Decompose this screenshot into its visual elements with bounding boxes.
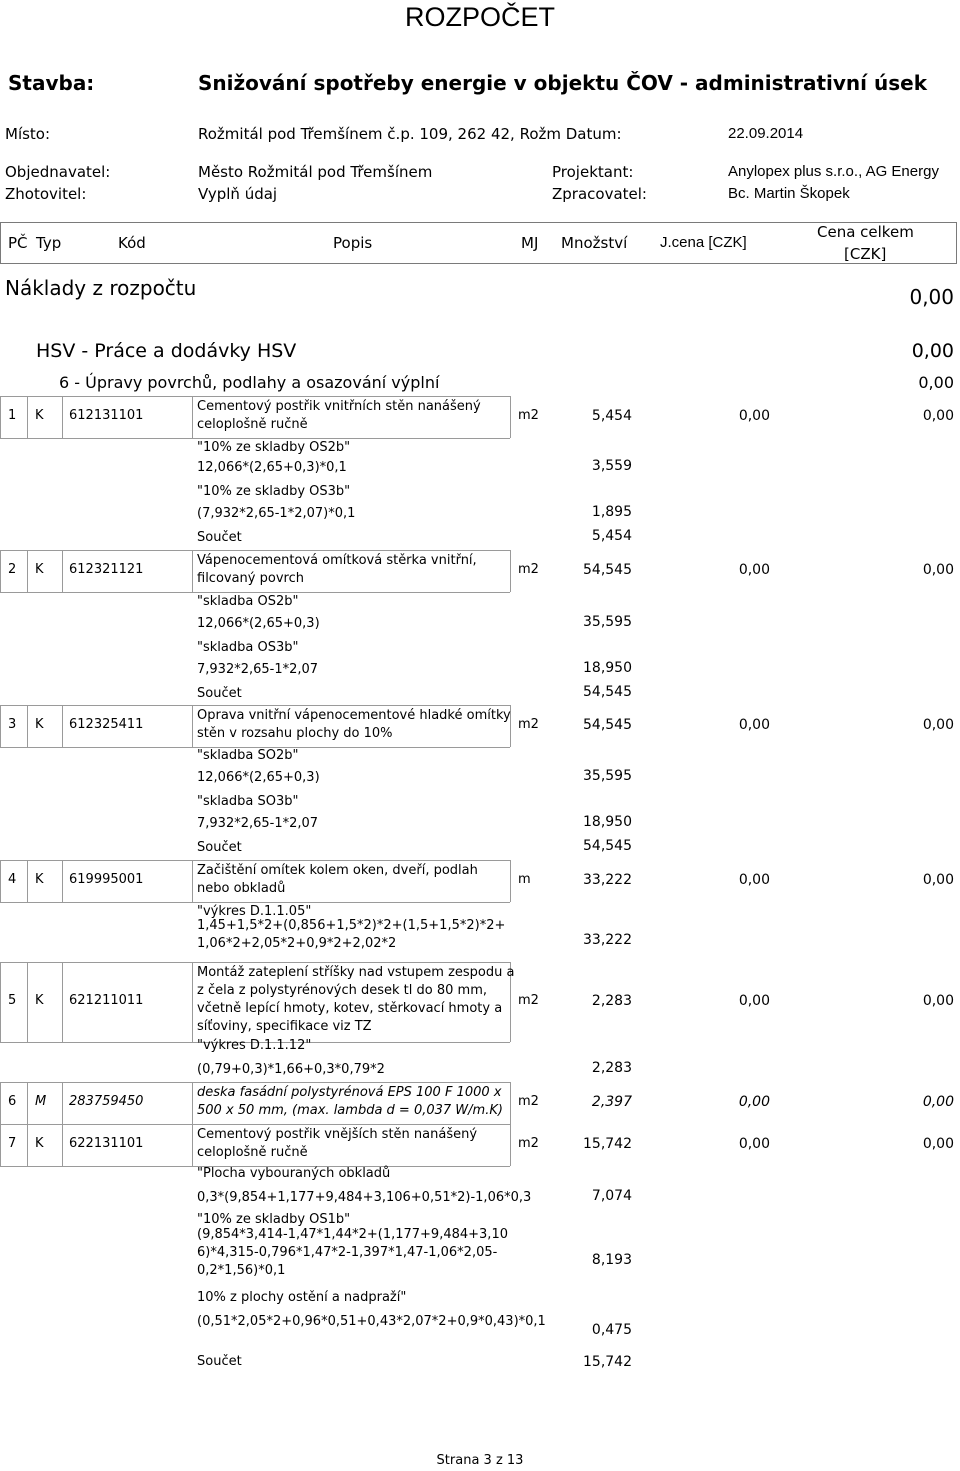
item-cell-border [510,1082,511,1124]
item-cell-border [62,705,63,747]
item-typ: K [35,1136,44,1151]
item-mnozstvi: 2,283 [591,993,632,1009]
detail-value: 35,595 [583,768,632,784]
item-cena: 0,00 [922,872,954,888]
detail-text: 1,45+1,5*2+(0,856+1,5*2)*2+(1,5+1,5*2)*2+1,06*2+2,05*2+0,9*2+2,02*2 [197,918,506,951]
item-cell-border [0,860,1,902]
item-jcena: 0,00 [738,993,770,1009]
detail-text: "výkres D.1.1.05" [197,904,312,919]
item-mnozstvi: 2,397 [591,1094,632,1110]
item-kod: 622131101 [69,1136,144,1151]
detail-text: "skladba OS2b" [197,594,299,609]
detail-text: (7,932*2,65-1*2,07)*0,1 [197,506,356,521]
item-top-border [0,962,510,963]
item-cell-border [27,396,28,438]
item-pc: 1 [8,408,17,423]
detail-value: 54,545 [583,838,632,854]
item-mnozstvi: 15,742 [583,1136,632,1152]
item-cell-border [27,550,28,592]
item-cena: 0,00 [922,408,954,424]
detail-value: 7,074 [591,1188,632,1204]
detail-value: 15,742 [583,1354,632,1370]
item-kod: 621211011 [69,993,144,1008]
document-title: ROZPOČET [404,2,555,32]
item-cell-border [62,396,63,438]
detail-text: Součet [197,686,242,701]
detail-text: 10% z plochy ostění a nadpraží" [197,1290,407,1305]
item-top-border [0,1124,510,1125]
zpracovatel-label: Zpracovatel: [552,185,647,203]
detail-text: 0,3*(9,854+1,177+9,484+3,106+0,51*2)-1,06*0,3 [197,1190,532,1205]
item-top-border [0,550,510,551]
item-kod: 612325411 [69,717,144,732]
col-popis: Popis [333,234,373,252]
detail-value: 33,222 [583,932,632,948]
page-footer: Strana 3 z 13 [436,1453,524,1468]
item-bottom-border [0,592,510,593]
projektant-label: Projektant: [552,163,634,181]
item-top-border [0,705,510,706]
item-popis: Cementový postřik vnějších stěn nanášený celoplošně ručně [197,1127,478,1160]
item-cell-border [0,705,1,747]
item-kod: 283759450 [69,1094,144,1109]
detail-text: (0,51*2,05*2+0,96*0,51+0,43*2,07*2+0,9*0,43)*0,1 [197,1314,546,1329]
item-typ: K [35,872,44,887]
detail-text: (0,79+0,3)*1,66+0,3*0,79*2 [197,1062,385,1077]
item-jcena: 0,00 [738,562,770,578]
objednavatel-value: Město Rožmitál pod Třemšínem [198,163,433,181]
detail-text: "výkres D.1.1.12" [197,1038,312,1053]
item-mj: m [518,872,531,887]
item-cell-border [0,1082,1,1124]
detail-text: "Plocha vybouraných obkladů [197,1166,391,1181]
detail-text: "skladba SO3b" [197,794,299,809]
item-top-border [0,396,510,397]
detail-value: 35,595 [583,614,632,630]
item-popis: Cementový postřik vnitřních stěn nanášený celoplošně ručně [197,399,481,432]
detail-text: 12,066*(2,65+0,3) [197,770,320,785]
item-mj: m2 [518,1136,539,1151]
item-mj: m2 [518,562,539,577]
col-kod: Kód [118,234,146,252]
item-jcena: 0,00 [738,872,770,888]
item-kod: 619995001 [69,872,144,887]
col-mnozstvi: Množství [561,234,628,252]
item-jcena: 0,00 [738,1094,770,1110]
item-jcena: 0,00 [738,717,770,733]
detail-value: 3,559 [591,458,632,474]
item-jcena: 0,00 [738,1136,770,1152]
detail-text: Součet [197,530,242,545]
item-kod: 612321121 [69,562,144,577]
item-popis: Montáž zateplení stříšky nad vstupem zespodu a z čela z polystyrénových desek tl do 80 mm, včetně lepící hmoty, kotev, stěrkovací hmoty a síťoviny, specifikace viz TZ [197,965,515,1034]
detail-value: 18,950 [583,814,632,830]
item-cell-border [192,550,193,592]
item-mnozstvi: 54,545 [583,717,632,733]
item-cell-border [192,860,193,902]
detail-value: 18,950 [583,660,632,676]
item-cell-border [510,1124,511,1166]
item-cell-border [62,860,63,902]
item-pc: 7 [8,1136,17,1151]
projektant-value: Anylopex plus s.r.o., AG Energy [728,163,939,180]
item-typ: K [35,408,44,423]
item-cena: 0,00 [922,993,954,1009]
item-jcena: 0,00 [738,408,770,424]
item-top-border [0,1082,510,1083]
col-pc: PČ [8,234,28,252]
item-typ: K [35,993,44,1008]
item-popis: Oprava vnitřní vápenocementové hladké omítky stěn v rozsahu plochy do 10% [197,708,511,741]
item-popis: Začištění omítek kolem oken, dveří, podlah nebo obkladů [197,863,478,896]
item-popis: Vápenocementová omítková stěrka vnitřní, filcovaný povrch [197,553,477,586]
detail-value: 0,475 [591,1322,632,1338]
objednavatel-label: Objednavatel: [5,163,111,181]
detail-value: 1,895 [591,504,632,520]
misto-value: Rožmitál pod Třemšínem č.p. 109, 262 42, Rožm Datum: [198,125,622,143]
item-cell-border [62,1124,63,1166]
item-cena: 0,00 [922,717,954,733]
col-jcena: J.cena [CZK] [660,234,747,251]
item-cell-border [27,962,28,1042]
item-cell-border [62,1082,63,1124]
item-cell-border [27,705,28,747]
detail-text: Součet [197,840,242,855]
detail-text: (9,854*3,414-1,47*1,44*2+(1,177+9,484+3,106)*4,315-0,796*1,47*2-1,397*1,47-1,06*2,05-0,2*1,56)*0,1 [197,1227,508,1278]
misto-label: Místo: [5,125,51,143]
zpracovatel-value: Bc. Martin Škopek [728,185,850,202]
item-cell-border [62,550,63,592]
item-bottom-border [0,438,510,439]
item-cell-border [192,962,193,1042]
item-cena: 0,00 [922,1094,954,1110]
detail-value: 8,193 [591,1252,632,1268]
section-label: HSV - Práce a dodávky HSV [36,340,297,362]
item-cell-border [192,396,193,438]
item-top-border [0,860,510,861]
item-cell-border [27,860,28,902]
item-typ: K [35,717,44,732]
item-cell-border [510,860,511,902]
subsection-value: 0,00 [918,373,954,392]
item-mnozstvi: 54,545 [583,562,632,578]
item-cell-border [0,550,1,592]
detail-text: 12,066*(2,65+0,3) [197,616,320,631]
detail-text: Součet [197,1354,242,1369]
item-mj: m2 [518,1094,539,1109]
item-bottom-border [0,902,510,903]
item-cell-border [192,1124,193,1166]
item-cell-border [510,550,511,592]
item-cell-border [192,1082,193,1124]
detail-text: "10% ze skladby OS1b" [197,1212,351,1227]
item-mj: m2 [518,717,539,732]
col-typ: Typ [36,234,62,252]
item-cell-border [510,396,511,438]
col-mj: MJ [521,234,539,252]
item-pc: 3 [8,717,17,732]
item-typ: K [35,562,44,577]
item-pc: 2 [8,562,17,577]
item-kod: 612131101 [69,408,144,423]
zhotovitel-label: Zhotovitel: [5,185,87,203]
item-cell-border [0,396,1,438]
detail-value: 2,283 [591,1060,632,1076]
item-mnozstvi: 33,222 [583,872,632,888]
item-cena: 0,00 [922,1136,954,1152]
item-cell-border [0,962,1,1042]
detail-text: "skladba OS3b" [197,640,299,655]
item-cell-border [192,705,193,747]
summary-value: 0,00 [909,285,954,309]
subsection-label: 6 - Úpravy povrchů, podlahy a osazování výplní [59,373,440,392]
item-pc: 4 [8,872,17,887]
detail-value: 54,545 [583,684,632,700]
detail-value: 5,454 [591,528,632,544]
stavba-label: Stavba: [8,71,95,95]
datum-value: 22.09.2014 [728,125,804,142]
col-cena-line2: [CZK] [844,245,887,263]
item-cell-border [62,962,63,1042]
item-pc: 6 [8,1094,17,1109]
item-typ: M [35,1094,47,1109]
item-mj: m2 [518,408,539,423]
detail-text: "10% ze skladby OS2b" [197,440,351,455]
detail-text: 7,932*2,65-1*2,07 [197,816,319,831]
item-popis: deska fasádní polystyrénová EPS 100 F 1000 x 500 x 50 mm, (max. lambda d = 0,037 W/m.K) [197,1085,503,1118]
section-value: 0,00 [911,340,954,362]
item-mj: m2 [518,993,539,1008]
detail-text: 7,932*2,65-1*2,07 [197,662,319,677]
detail-text: "10% ze skladby OS3b" [197,484,351,499]
detail-text: 12,066*(2,65+0,3)*0,1 [197,460,347,475]
stavba-value: Snižování spotřeby energie v objektu ČOV - administrativní úsek [198,71,927,95]
item-cell-border [27,1124,28,1166]
item-pc: 5 [8,993,17,1008]
item-mnozstvi: 5,454 [591,408,632,424]
detail-text: "skladba SO2b" [197,748,299,763]
item-cell-border [27,1082,28,1124]
item-cell-border [0,1124,1,1166]
summary-label: Náklady z rozpočtu [5,276,197,300]
item-cena: 0,00 [922,562,954,578]
col-cena-line1: Cena celkem [817,223,914,241]
zhotovitel-value: Vyplň údaj [198,185,278,203]
